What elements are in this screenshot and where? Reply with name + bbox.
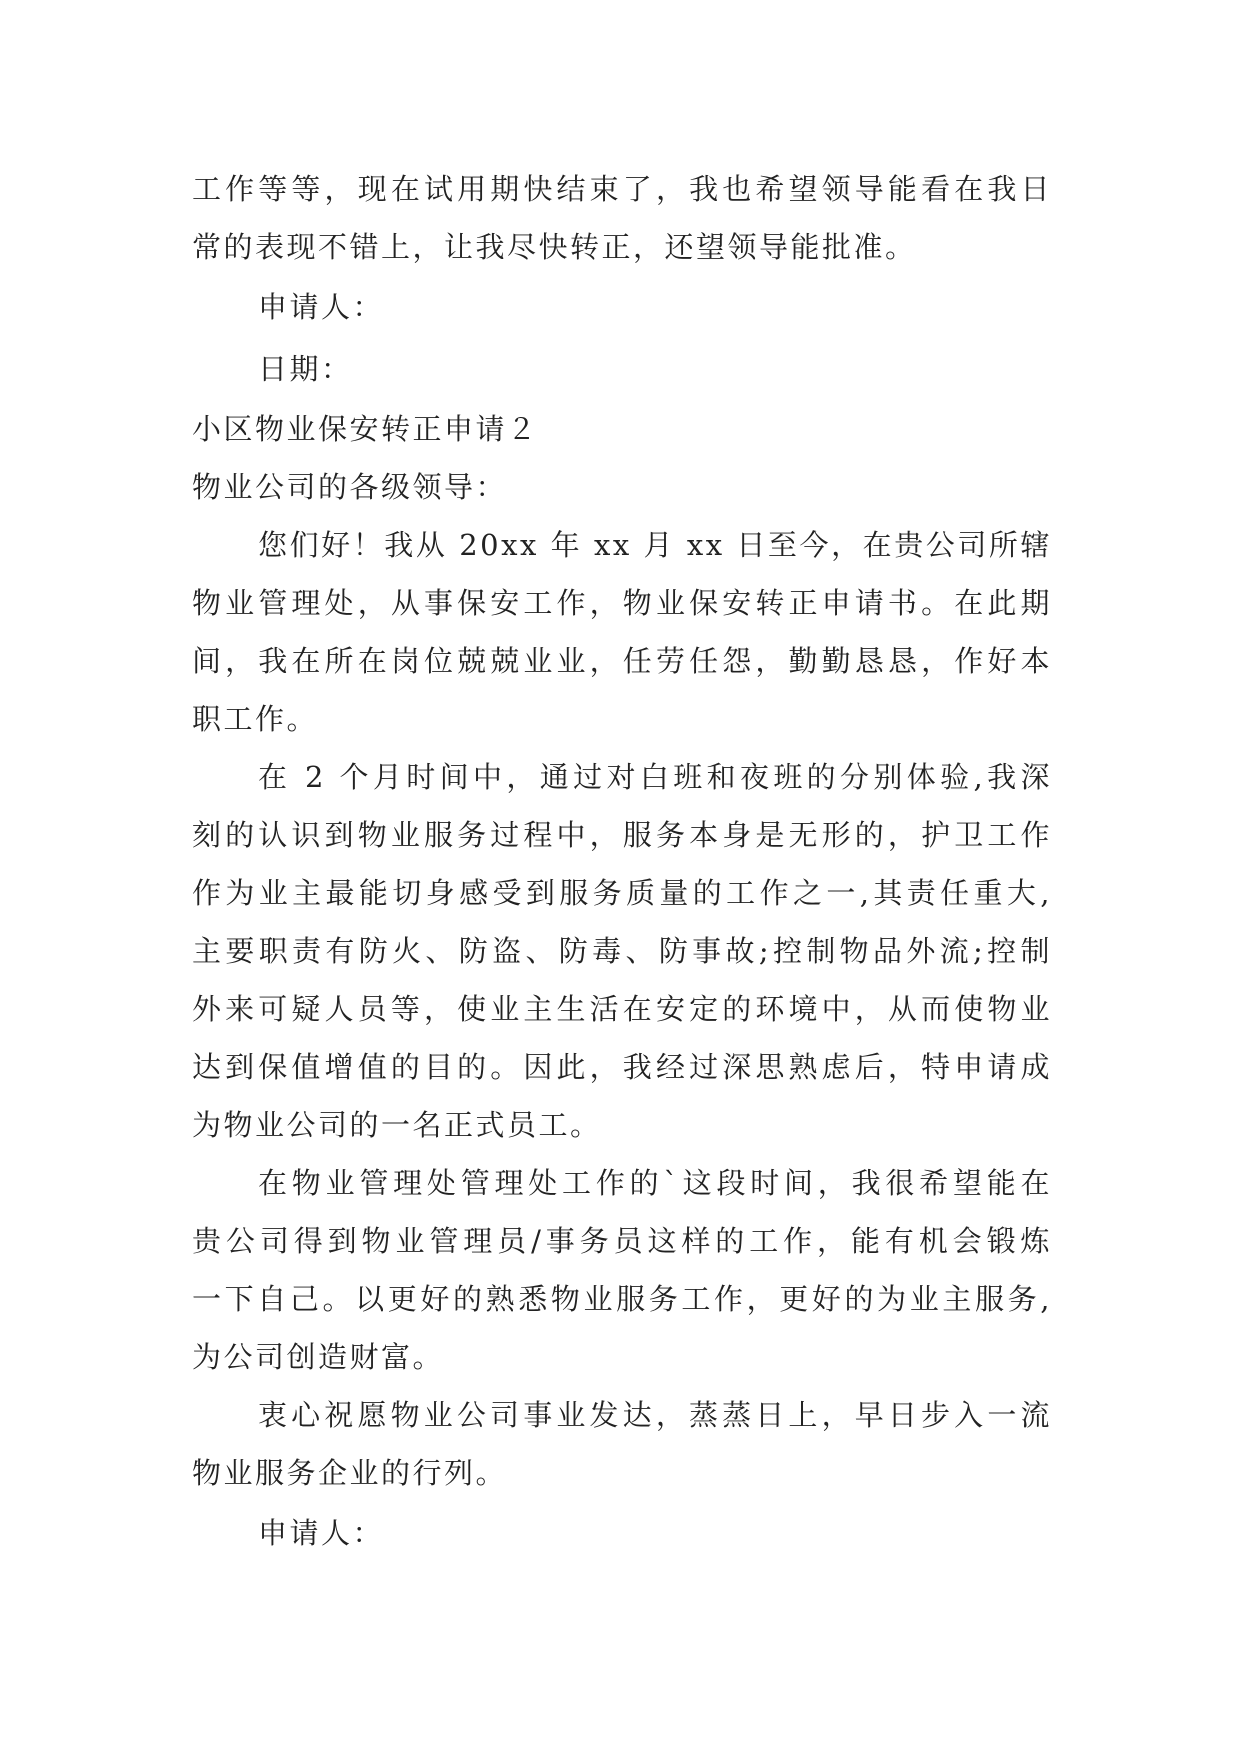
text-line: 为公司创造财富。 [192,1340,445,1374]
text-line: 为物业公司的一名正式员工。 [192,1108,602,1142]
text-line: 达到保值增值的目的。因此，我经过深思熟虑后，特申请成 [192,1050,1052,1084]
text-line: 在物业管理处管理处工作的`这段时间，我很希望能在 [258,1166,1052,1200]
text-line: 外来可疑人员等，使业主生活在安定的环境中，从而使物业 [192,992,1052,1026]
text-line: 职工作。 [192,702,319,736]
text-line: 您们好！我从 20xx 年 xx 月 xx 日至今，在贵公司所辖 [258,528,1052,562]
text-line: 作为业主最能切身感受到服务质量的工作之一,其责任重大, [192,876,1052,910]
document-body [192,160,1052,1564]
text-line: 贵公司得到物业管理员/事务员这样的工作，能有机会锻炼 [192,1224,1052,1258]
text-line: 物业服务企业的行列。 [192,1456,508,1490]
applicant-label: 申请人： [258,290,385,324]
text-line: 物业管理处，从事保安工作，物业保安转正申请书。在此期 [192,586,1052,620]
text-line: 工作等等，现在试用期快结束了，我也希望领导能看在我日 [192,172,1052,206]
text-line: 在 2 个月时间中，通过对白班和夜班的分别体验,我深 [258,760,1052,794]
text-line: 主要职责有防火、防盗、防毒、防事故;控制物品外流;控制 [192,934,1052,968]
date-label: 日期： [258,352,353,386]
text-line: 一下自己。以更好的熟悉物业服务工作，更好的为业主服务, [192,1282,1052,1316]
text-line: 间，我在所在岗位兢兢业业，任劳任怨，勤勤恳恳，作好本 [192,644,1052,678]
section-title: 小区物业保安转正申请２ [192,412,539,446]
text-line: 衷心祝愿物业公司事业发达，蒸蒸日上，早日步入一流 [258,1398,1052,1432]
text-line: 刻的认识到物业服务过程中，服务本身是无形的，护卫工作 [192,818,1052,852]
applicant-label: 申请人： [258,1516,385,1550]
salutation: 物业公司的各级领导： [192,470,508,504]
text-line: 常的表现不错上，让我尽快转正，还望领导能批准。 [192,230,917,264]
